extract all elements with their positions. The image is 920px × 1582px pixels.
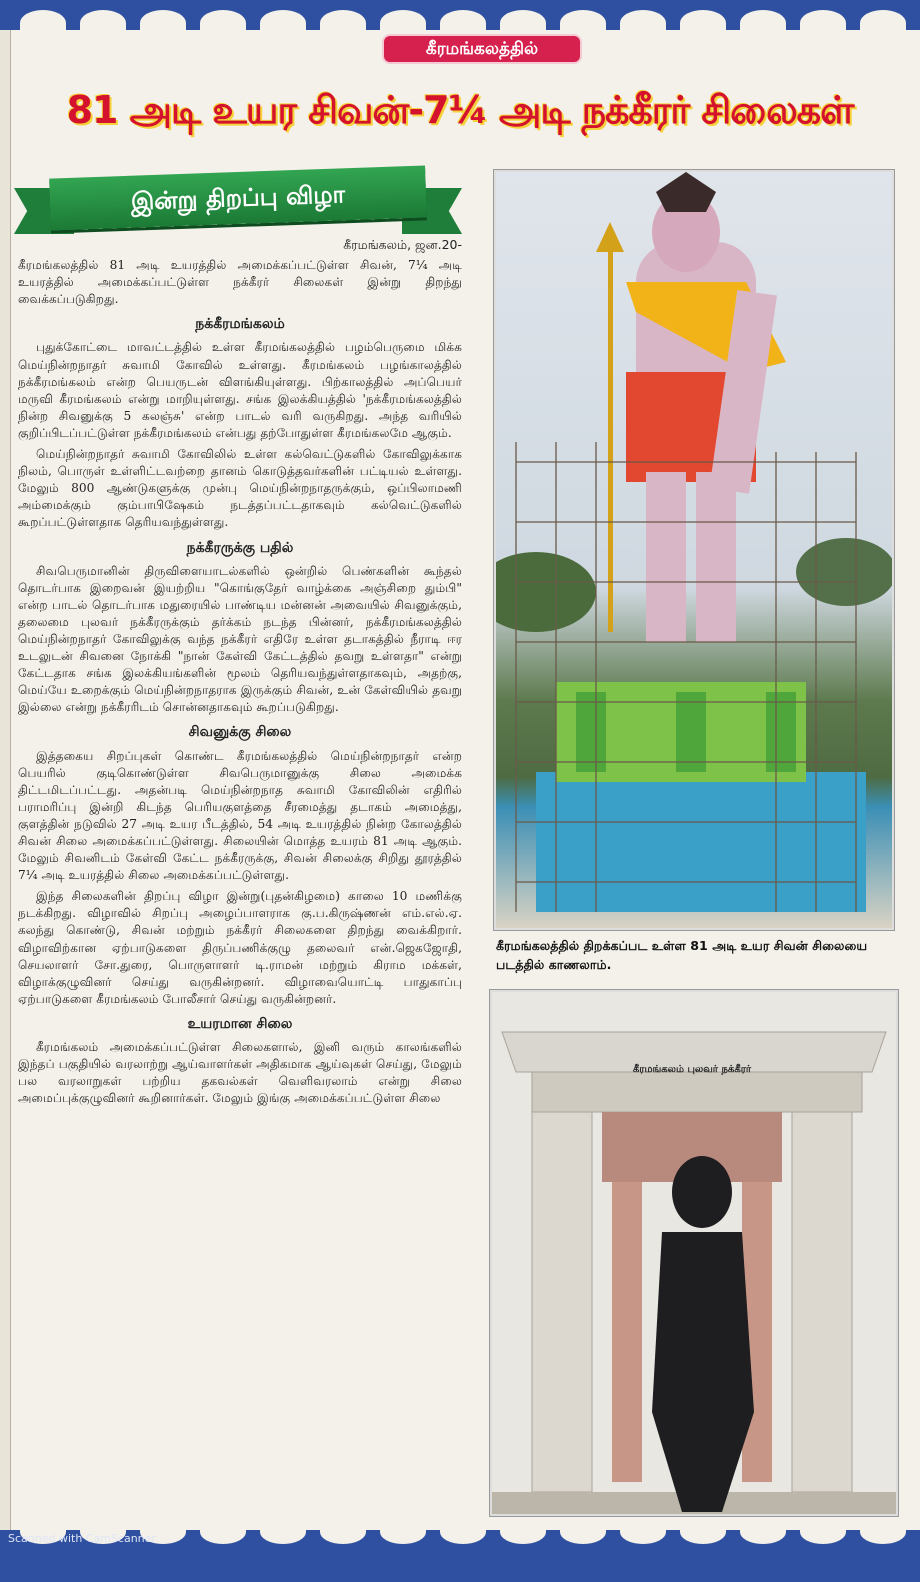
top-border — [0, 0, 920, 30]
photo-caption: கீரமங்கலத்தில் திறக்கப்பட உள்ள 81 அடி உயர சிவன் சிலையை படத்தில் காணலாம். — [496, 938, 868, 972]
dateline: கீரமங்கலம், ஜன.20- — [343, 237, 462, 252]
paragraph: இந்த சிலைகளின் திறப்பு விழா இன்று(புதன்கிழமை) காலை 10 மணிக்கு நடக்கிறது. விழாவில் சிறப்பு அழைப்பாளராக கு.ப.கிருஷ்ணன் எம்.எல்.ஏ. கலந்து கொண்டு, சிவன் மற்றும் நக்கீரர் சிலைகளை திறந்து வைக்கிறார். விழாவிற்கான ஏற்பாடுகளை திருப்பணிக்குழு தலைவர் என்.ஜெகஜோதி, செயலாளர் சோ.துரை, பொருளாளர் டி.ராமன் மற்றும் கிராம மக்கள், விழாக்குழுவினர் செய்து வருகின்றனர். விழாவையொட்டி பாதுகாப்பு ஏற்பாடுகளை கீரமங்கலம் போலீசார் செய்து வருகின்றனர். — [18, 889, 462, 1006]
paragraph: இத்தகைய சிறப்புகள் கொண்ட கீரமங்கலத்தில் மெய்நின்றநாதர் என்ற பெயரில் குடிகொண்டுள்ள சிவபெருமானுக்கு சிலை அமைக்க திட்டமிடப்பட்டது. அதன்படி மெய்நின்றநாத சுவாமி கோவிலின் எதிரில் பராமரிப்பு இன்றி கிடந்த பெரியகுளத்தை சீரமைத்து தடாகம் அமைத்து, குளத்தின் நடுவில் 27 அடி உயர பீடத்தில், 54 அடி உயரத்தில் நின்ற கோலத்தில் சிவன் சிலை அமைக்கப்பட்டுள்ளது. சிலையின் மொத்த உயரம் 81 அடி ஆகும். மேலும் சிவனிடம் கேள்வி கேட்ட நக்கீரருக்கு, சிவன் சிலைக்கு சிறிது தூரத்தில் 7¼ அடி உயரத்தில் சிலை அமைக்கப்பட்டுள்ளது. — [18, 748, 462, 883]
kicker-label: கீரமங்கலத்தில் — [382, 34, 582, 64]
scanner-watermark: Scanned with CamScanner — [8, 1532, 156, 1545]
mandapam-sign: கீரமங்கலம் புலவர் நக்கீரர் — [632, 1064, 752, 1075]
left-margin-strip — [0, 30, 11, 1582]
paragraph: கீரமங்கலம் அமைக்கப்பட்டுள்ள சிலைகளால், இனி வரும் காலங்களில் இந்தப் பகுதியில் வரலாற்று ஆய்வாளர்கள் அதிகமாக ஆய்வுகள் செய்து, மேலும் பல வரலாறுகள் பற்றிய தகவல்கள் வெளிவரலாம் என்று சிலை அமைப்புக்குழுவினர் கூறினார்கள். மேலும் இங்கு அமைக்கப்பட்டுள்ள சிலை — [18, 1040, 462, 1106]
ribbon-text: இன்று திறப்பு விழா — [49, 165, 427, 230]
shiva-statue-illustration — [496, 172, 892, 928]
nakkeerar-statue-photo — [490, 990, 898, 1516]
paragraph: சிவபெருமானின் திருவிளையாடல்களில் ஒன்றில் பெண்களின் கூந்தல் தொடர்பாக இறைவன் இயற்றிய "கொங்குதேர் வாழ்க்கை அஞ்சிறை தும்பி" என்ற பாடல் தொடர்பாக மதுரையில் பாண்டிய மன்னன் அவையில் சிவனுக்கும், தலைமை புலவர் நக்கீரருக்கும் தர்க்கம் நடந்த பின்னர், நக்கீரமங்கலத்தில் மெய்நின்றநாதர் கோவிலுக்கு வந்த நக்கீரர் எதிரே உள்ள தடாகத்தில் நீராடி ஈர உடலுடன் சிவனை நோக்கி "நான் கேள்வி கேட்டத்தில் தவறு உள்ளதா" என்று கேட்டதாக சங்க இலக்கியங்களின் மூலம் தெரியவந்துள்ளதாகவும், அதற்கு, மெய்யே உறைக்கும் மெய்நின்றநாதராக இருக்கும் சிவன், உன் கேள்வியில் தவறு இல்லை என்று நக்கீரரிடம் சொன்னதாகவும் கூறப்படுகிறது. — [18, 563, 462, 715]
headline: 81 அடி உயர சிவன்-7¼ அடி நக்கீரர் சிலைகள் — [66, 88, 854, 132]
intro-paragraph: கீரமங்கலத்தில் 81 அடி உயரத்தில் அமைக்கப்பட்டுள்ள சிவன், 7¼ அடி உயரத்தில் அமைக்கப்பட்டுள்ள நக்கீரர் சிலைகள் இன்று திறந்து வைக்கப்படுகிறது. — [18, 258, 462, 307]
shiva-statue-photo — [494, 170, 894, 930]
article-column — [18, 236, 462, 1111]
section-heading: உயரமான சிலை — [187, 1015, 293, 1032]
paragraph: மெய்நின்றநாதர் சுவாமி கோவிலில் உள்ள கல்வெட்டுகளில் கோவிலுக்காக நிலம், பொருள் உள்ளிட்டவற்றை தானம் கொடுத்தவர்களின் பட்டியல் உள்ளது. மேலும் 800 ஆண்டுகளுக்கு முன்பு மெய்நின்றநாதருக்கும், ஒப்பிலாமணி அம்மைக்கும் கும்பாபிஷேகம் நடத்தப்பட்டதாகவும் கல்வெட்டுகளில் கூறப்பட்டுள்ளதாக தெரியவந்துள்ளது. — [18, 447, 462, 530]
section-heading: நக்கீரமங்கலம் — [195, 316, 285, 333]
section-heading: சிவனுக்கு சிலை — [188, 724, 292, 741]
paragraph: புதுக்கோட்டை மாவட்டத்தில் உள்ள கீரமங்கலத்தில் பழம்பெருமை மிக்க மெய்நின்றநாதர் சுவாமி கோவில் உள்ளது. கீரமங்கலம் பழங்காலத்தில் நக்கீரமங்கலம் என்ற பெயருடன் விளங்கியுள்ளது. பிற்காலத்தில் அப்பெயர் மருவி கீரமங்கலம் என்று மாறியுள்ளது. சங்க இலக்கியத்தில் 'நக்கீரமங்கலத்தில் நின்ற சிவனுக்கு 5 கலஞ்சு' என்ற பாடல் வரி வருகிறது. அந்த வரியில் குறிப்பிடப்பட்டுள்ள நக்கீரமங்கலம் என்பது தற்போதுள்ள கீரமங்கலமே ஆகும். — [18, 340, 462, 440]
ribbon-banner — [14, 166, 462, 244]
section-heading: நக்கீரருக்கு பதில் — [186, 539, 294, 556]
